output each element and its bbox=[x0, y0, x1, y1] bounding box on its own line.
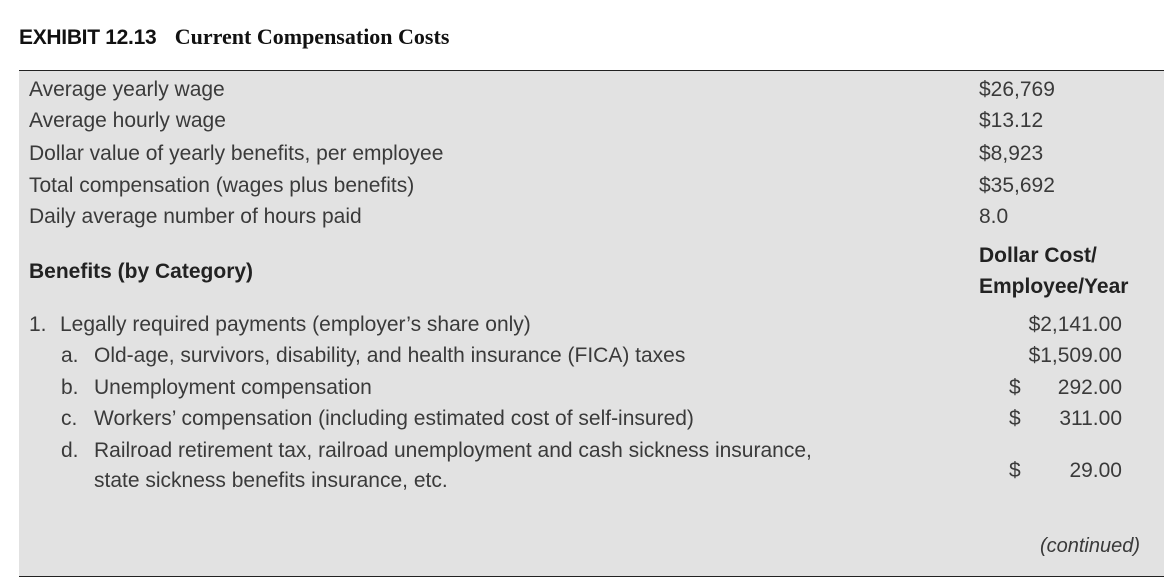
benefit-subitem-label-line2: state sickness benefits insurance, etc. bbox=[94, 469, 448, 492]
exhibit-label: EXHIBIT 12.13 bbox=[19, 26, 157, 49]
continued-note: (continued) bbox=[1039, 535, 1140, 557]
benefit-subitem-amount: 29.00 bbox=[1069, 459, 1122, 482]
summary-label: Average hourly wage bbox=[29, 109, 226, 132]
benefit-subitem-label-line1: Railroad retirement tax, railroad unemployment and cash sickness insurance, bbox=[94, 439, 812, 462]
benefit-subitem-prefix: a. bbox=[61, 344, 79, 367]
exhibit-title: Current Compensation Costs bbox=[174, 24, 450, 49]
summary-value: $35,692 bbox=[979, 174, 1055, 197]
summary-label: Daily average number of hours paid bbox=[29, 205, 362, 228]
benefit-subitem-label: Unemployment compensation bbox=[94, 376, 372, 399]
benefit-subitem-label: Workers’ compensation (including estimated cost of self-insured) bbox=[94, 407, 694, 430]
benefit-subitem-amount: $1,509.00 bbox=[1028, 344, 1122, 367]
benefit-item-amount: $2,141.00 bbox=[1028, 313, 1122, 336]
dollar-sign: $ bbox=[1009, 459, 1021, 482]
benefit-subitem-prefix: b. bbox=[61, 376, 79, 399]
summary-value: $13.12 bbox=[979, 109, 1044, 132]
summary-label: Total compensation (wages plus benefits) bbox=[29, 174, 415, 197]
benefit-subitem-amount: 311.00 bbox=[1059, 407, 1122, 430]
column-heading-line1: Dollar Cost/ bbox=[979, 244, 1097, 267]
summary-value: 8.0 bbox=[979, 205, 1009, 228]
summary-value: $8,923 bbox=[979, 142, 1044, 165]
benefit-item-prefix: 1. bbox=[29, 313, 47, 336]
summary-value: $26,769 bbox=[979, 78, 1055, 101]
benefit-subitem-amount: 292.00 bbox=[1057, 376, 1122, 399]
exhibit-header bbox=[19, 24, 449, 50]
dollar-sign: $ bbox=[1009, 407, 1021, 430]
summary-label: Dollar value of yearly benefits, per employee bbox=[29, 142, 444, 165]
benefit-subitem-label: Old-age, survivors, disability, and health insurance (FICA) taxes bbox=[94, 344, 686, 367]
benefit-subitem-prefix: d. bbox=[61, 439, 79, 462]
benefit-subitem-prefix: c. bbox=[61, 407, 78, 430]
column-heading-line2: Employee/Year bbox=[979, 275, 1129, 298]
summary-label: Average yearly wage bbox=[29, 78, 225, 101]
compensation-table bbox=[19, 70, 1164, 577]
benefits-heading: Benefits (by Category) bbox=[29, 260, 254, 283]
dollar-sign: $ bbox=[1009, 376, 1021, 399]
benefit-item-label: Legally required payments (employer’s share only) bbox=[60, 313, 531, 336]
